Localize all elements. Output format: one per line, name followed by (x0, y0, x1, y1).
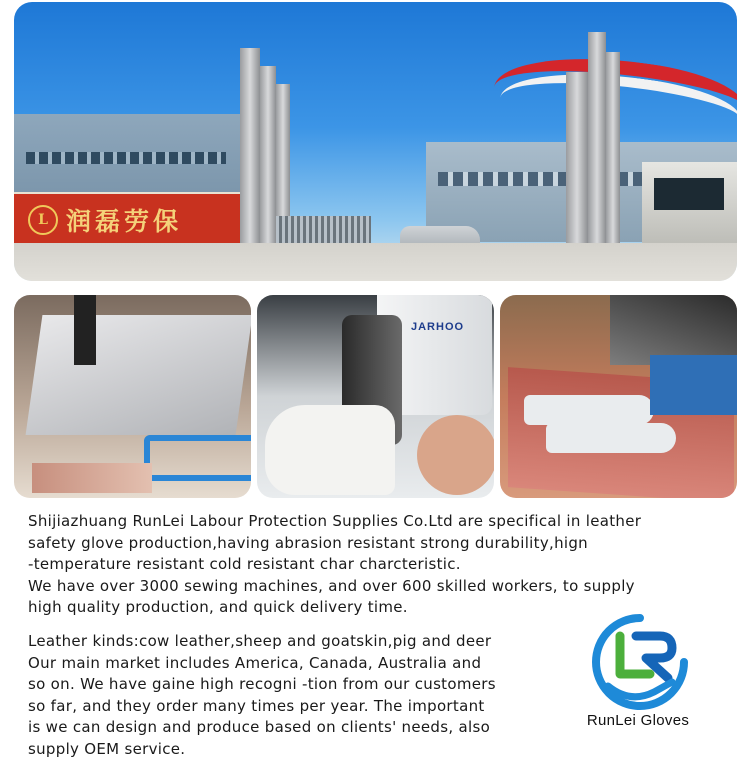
guard-house (642, 162, 737, 254)
worker-hand (417, 415, 494, 495)
gate-pillar (240, 48, 260, 258)
machine-brand-label: JARHOO (411, 321, 465, 333)
sewing-machine-photo (257, 295, 494, 498)
gate-pillar (260, 66, 276, 258)
press-column (74, 295, 96, 365)
market-line: Leather kinds:cow leather,sheep and goatskin,pig and deer (28, 632, 492, 650)
factory-gate-photo (14, 2, 737, 281)
company-intro-text (28, 511, 641, 619)
market-line: supply OEM service. (28, 739, 186, 758)
guard-house-window (654, 178, 724, 210)
sign-logo-icon: L (28, 205, 58, 235)
logo-brand-name: RunLei Gloves (586, 712, 690, 729)
cutting-die (144, 435, 251, 481)
market-text (28, 631, 496, 760)
gate-pillar (566, 72, 588, 254)
runlei-logo (574, 612, 702, 740)
glove-piece (546, 423, 676, 453)
market-line: so on. We have gaine high recogni -tion from our customers (28, 675, 496, 693)
intro-line: Shijiazhuang RunLei Labour Protection Supplies Co.Ltd are specifical in leather (28, 512, 642, 530)
intro-line: high quality production, and quick delivery time. (28, 598, 408, 616)
factory-sign-text: 润磊劳保 (66, 207, 183, 236)
runlei-logo-icon (590, 612, 690, 712)
white-glove (265, 405, 395, 495)
glove-cutting-photo (500, 295, 737, 498)
ground (14, 243, 737, 281)
factory-sign (14, 192, 240, 248)
press-machine (26, 315, 251, 435)
intro-line: -temperature resistant cold resistant char charcteristic. (28, 555, 461, 573)
cutting-press-photo (14, 295, 251, 498)
machine-panel (650, 355, 737, 415)
leather-sheet (32, 463, 152, 493)
factory-windows (26, 152, 226, 164)
market-line: is we can design and produce based on clients' needs, also (28, 718, 491, 736)
market-line: Our main market includes America, Canada, Australia and (28, 653, 482, 672)
glove-piece (524, 395, 654, 425)
market-line: so far, and they order many times per year. The important (28, 696, 485, 715)
intro-line: safety glove production,having abrasion resistant strong durability,hign (28, 533, 588, 552)
intro-line: We have over 3000 sewing machines, and over 600 skilled workers, to supply (28, 576, 635, 595)
gate-pillar (588, 32, 606, 254)
gate-pillar (606, 52, 620, 254)
